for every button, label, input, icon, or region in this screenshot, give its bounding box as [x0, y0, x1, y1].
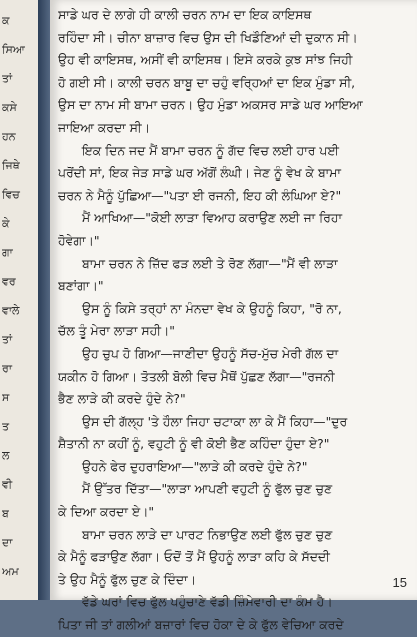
text-line: ਕੇ ਮੈਨੂੰ ਫੜਾਉਣ ਲੱਗਾ। ਓਦੋਂ ਤੋਂ ਮੈਂ ਉਹਨੂੰ ਲਾੜਾ ਕਹਿ ਕੇ ਸੱਦਦੀ [58, 549, 330, 565]
left-page-fragment: ਸਿਆ [2, 43, 25, 56]
left-page-fragment: ਹਨ [2, 130, 16, 143]
text-line: ਸ਼ੈਤਾਨੀ ਨਾ ਕਹੀਂ ਨੂੰ, ਵਹੁਟੀ ਨੂੰ ਵੀ ਕੋਈ ਭੈਣ ਕਹਿੰਦਾ ਹੁੰਦਾ ਏ?" [58, 436, 330, 452]
page-number: 15 [392, 575, 407, 590]
left-page-fragment: ਵਾਲੇ [2, 304, 20, 317]
left-page-fragment: ਤਾਂ [2, 333, 13, 346]
text-line: ਚੱਲ ਤੂੰ ਮੇਰਾ ਲਾੜਾ ਸਹੀ।" [58, 323, 175, 339]
text-line: ਪਿਤਾ ਜੀ ਤਾਂ ਗਲੀਆਂ ਬਜ਼ਾਰਾਂ ਵਿਚ ਹੋਕਾ ਦੇ ਕੇ ਫੁੱਲ ਵੇਚਿਆ ਕਰਦੇ [58, 617, 344, 633]
left-page-fragment: ਸ [2, 391, 10, 404]
left-page-fragment: ਜਿਥੇ [2, 159, 20, 172]
left-page-fragment: ਗਾ [2, 246, 13, 259]
left-page-fragment: ਕੇ [2, 217, 10, 230]
left-page-fragment: ਵਿਚ [2, 188, 20, 201]
text-line: ਜਾਇਆ ਕਰਦਾ ਸੀ। [58, 119, 150, 135]
left-page-fragment: ਅਮ [2, 565, 19, 578]
text-line: ਮੈਂ ਉੱਤਰ ਦਿੱਤਾ—"ਲਾੜਾ ਆਪਣੀ ਵਹੁਟੀ ਨੂੰ ਫੁੱਲ ਚੁਣ ਚੁਣ [82, 481, 333, 497]
text-line: ਵੱਡੇ ਘਰਾਂ ਵਿਚ ਫੁੱਲ ਪਹੁੰਚਾਣੇ ਵੱਡੀ ਜ਼ਿੰਮੇਵਾਰੀ ਦਾ ਕੰਮ ਹੈ। [82, 594, 333, 610]
left-page-fragments [2, 6, 36, 586]
text-line: ਤੇ ਉਹ ਮੈਨੂੰ ਫੁੱਲ ਚੁਣ ਕੇ ਦਿੰਦਾ। [58, 571, 196, 587]
text-line: ਬਾਮਾ ਚਰਨ ਲਾੜੇ ਦਾ ਪਾਰਟ ਨਿਭਾਉਣ ਲਈ ਫੁੱਲ ਚੁਣ ਚੁਣ [82, 526, 333, 542]
text-line: ਚਰਨ ਨੇ ਮੈਨੂੰ ਪੁੱਛਿਆ—"ਪਤਾ ਈ ਰਜਨੀ, ਇਹ ਕੀ ਲੰਘਿਆ ਏ?" [58, 187, 342, 203]
text-line: ਪਰੋਂਦੀ ਸਾਂ, ਇਕ ਜੇੜ ਸਾਡੇ ਘਰ ਅੱਗੋਂ ਲੰਘੀ। ਜੇਣ ਨੂੰ ਵੇਖ ਕੇ ਬਾਮਾ [58, 165, 341, 181]
text-line: ਬਣਾਂਗਾ।" [58, 278, 104, 294]
left-page-fragment: ਦਾ [2, 536, 13, 549]
left-page-edge [0, 0, 39, 600]
left-page-fragment: ਤਾਂ [2, 72, 13, 85]
left-page-fragment: ਰਾ [2, 362, 12, 375]
left-page-fragment: ਬ [2, 507, 9, 520]
text-line: ਰਹਿੰਦਾ ਸੀ। ਚੀਨਾ ਬਾਜ਼ਾਰ ਵਿਚ ਉਸ ਦੀ ਖਿਡੌਣਿਆਂ ਦੀ ਦੁਕਾਨ ਸੀ। [58, 29, 358, 45]
text-line: ਭੈਣ ਲਾੜੇ ਕੀ ਕਰਦੇ ਹੁੰਦੇ ਨੇ?" [58, 391, 186, 407]
left-page-fragment: ਵਰ [2, 275, 16, 288]
left-page-fragment: ਵੀ [2, 478, 13, 491]
text-line: ਉਹ ਚੁਪ ਹੋ ਗਿਆ—ਜਾਣੀਦਾ ਉਹਨੂੰ ਸੱਚ-ਮੁੱਚ ਮੇਰੀ ਗੱਲ ਦਾ [82, 345, 339, 361]
text-line: ਉਸ ਦਾ ਨਾਮ ਸੀ ਬਾਮਾ ਚਰਨ। ਉਹ ਮੁੰਡਾ ਅਕਸਰ ਸਾਡੇ ਘਰ ਆਇਆ [58, 97, 363, 113]
page-text [58, 4, 408, 637]
text-line: ਹੋਵੇਗਾ।" [58, 232, 100, 248]
left-page-fragment: ਕਸੇ [2, 101, 17, 114]
text-line: ਮੈਂ ਆਖਿਆ—"ਕੋਈ ਲਾੜਾ ਵਿਆਹ ਕਰਾਉਣ ਲਈ ਜਾ ਰਿਹਾ [82, 210, 342, 226]
left-page-fragment: ਤ [2, 420, 10, 433]
text-line: ਯਕੀਨ ਹੋ ਗਿਆ। ਤੋਤਲੀ ਬੋਲੀ ਵਿਚ ਮੈਥੋਂ ਪੁੱਛਣ ਲੱਗਾ—"ਰਜਨੀ [58, 368, 335, 384]
book-page [50, 0, 417, 633]
left-page-fragment: ਲ [2, 449, 10, 462]
text-line: ਉਸ ਨੂੰ ਕਿਸੇ ਤਰ੍ਹਾਂ ਨਾ ਮੰਨਦਾ ਵੇਖ ਕੇ ਉਹਨੂੰ ਕਿਹਾ, "ਰੋ ਨਾ, [82, 300, 342, 316]
text-line: ਬਾਮਾ ਚਰਨ ਨੇ ਜ਼ਿੱਦ ਫੜ ਲਈ ਤੇ ਰੋਣ ਲੱਗਾ—"ਮੈਂ ਵੀ ਲਾੜਾ [82, 255, 338, 271]
text-line: ਉਹ ਵੀ ਕਾਇਸਥ, ਅਸੀਂ ਵੀ ਕਾਇਸਥ। ਇਸੇ ਕਰਕੇ ਕੁਝ ਸਾਂਝ ਜਿਹੀ [58, 52, 353, 68]
text-line: ਹੋ ਗਈ ਸੀ। ਕਾਲੀ ਚਰਨ ਬਾਬੂ ਦਾ ਚਹੁੰ ਵਰ੍ਹਿਆਂ ਦਾ ਇਕ ਮੁੰਡਾ ਸੀ, [58, 74, 356, 90]
text-line: ਸਾਡੇ ਘਰ ਦੇ ਲਾਗੇ ਹੀ ਕਾਲੀ ਚਰਨ ਨਾਮ ਦਾ ਇਕ ਕਾਇਸਥ [58, 7, 312, 22]
text-line: ਇਕ ਦਿਨ ਜਦ ਮੈਂ ਬਾਮਾ ਚਰਨ ਨੂੰ ਗੱਦ ਵਿਚ ਲਈ ਹਾਰ ਪਈ [82, 142, 339, 158]
text-line: ਉਸ ਦੀ ਗੱਲ੍ਹ 'ਤੇ ਹੌਲਾ ਜਿਹਾ ਚਟਾਕਾ ਲਾ ਕੇ ਮੈਂ ਕਿਹਾ—"ਦੁਰ [82, 413, 348, 429]
left-page-fragment: ਕ [2, 14, 10, 27]
text-line: ਉਹਨੇ ਫੇਰ ਦੁਹਰਾਇਆ—"ਲਾੜੇ ਕੀ ਕਰਦੇ ਹੁੰਦੇ ਨੇ?" [82, 458, 308, 474]
text-line: ਕੇ ਦਿਆ ਕਰਦਾ ਏ।" [58, 504, 155, 520]
